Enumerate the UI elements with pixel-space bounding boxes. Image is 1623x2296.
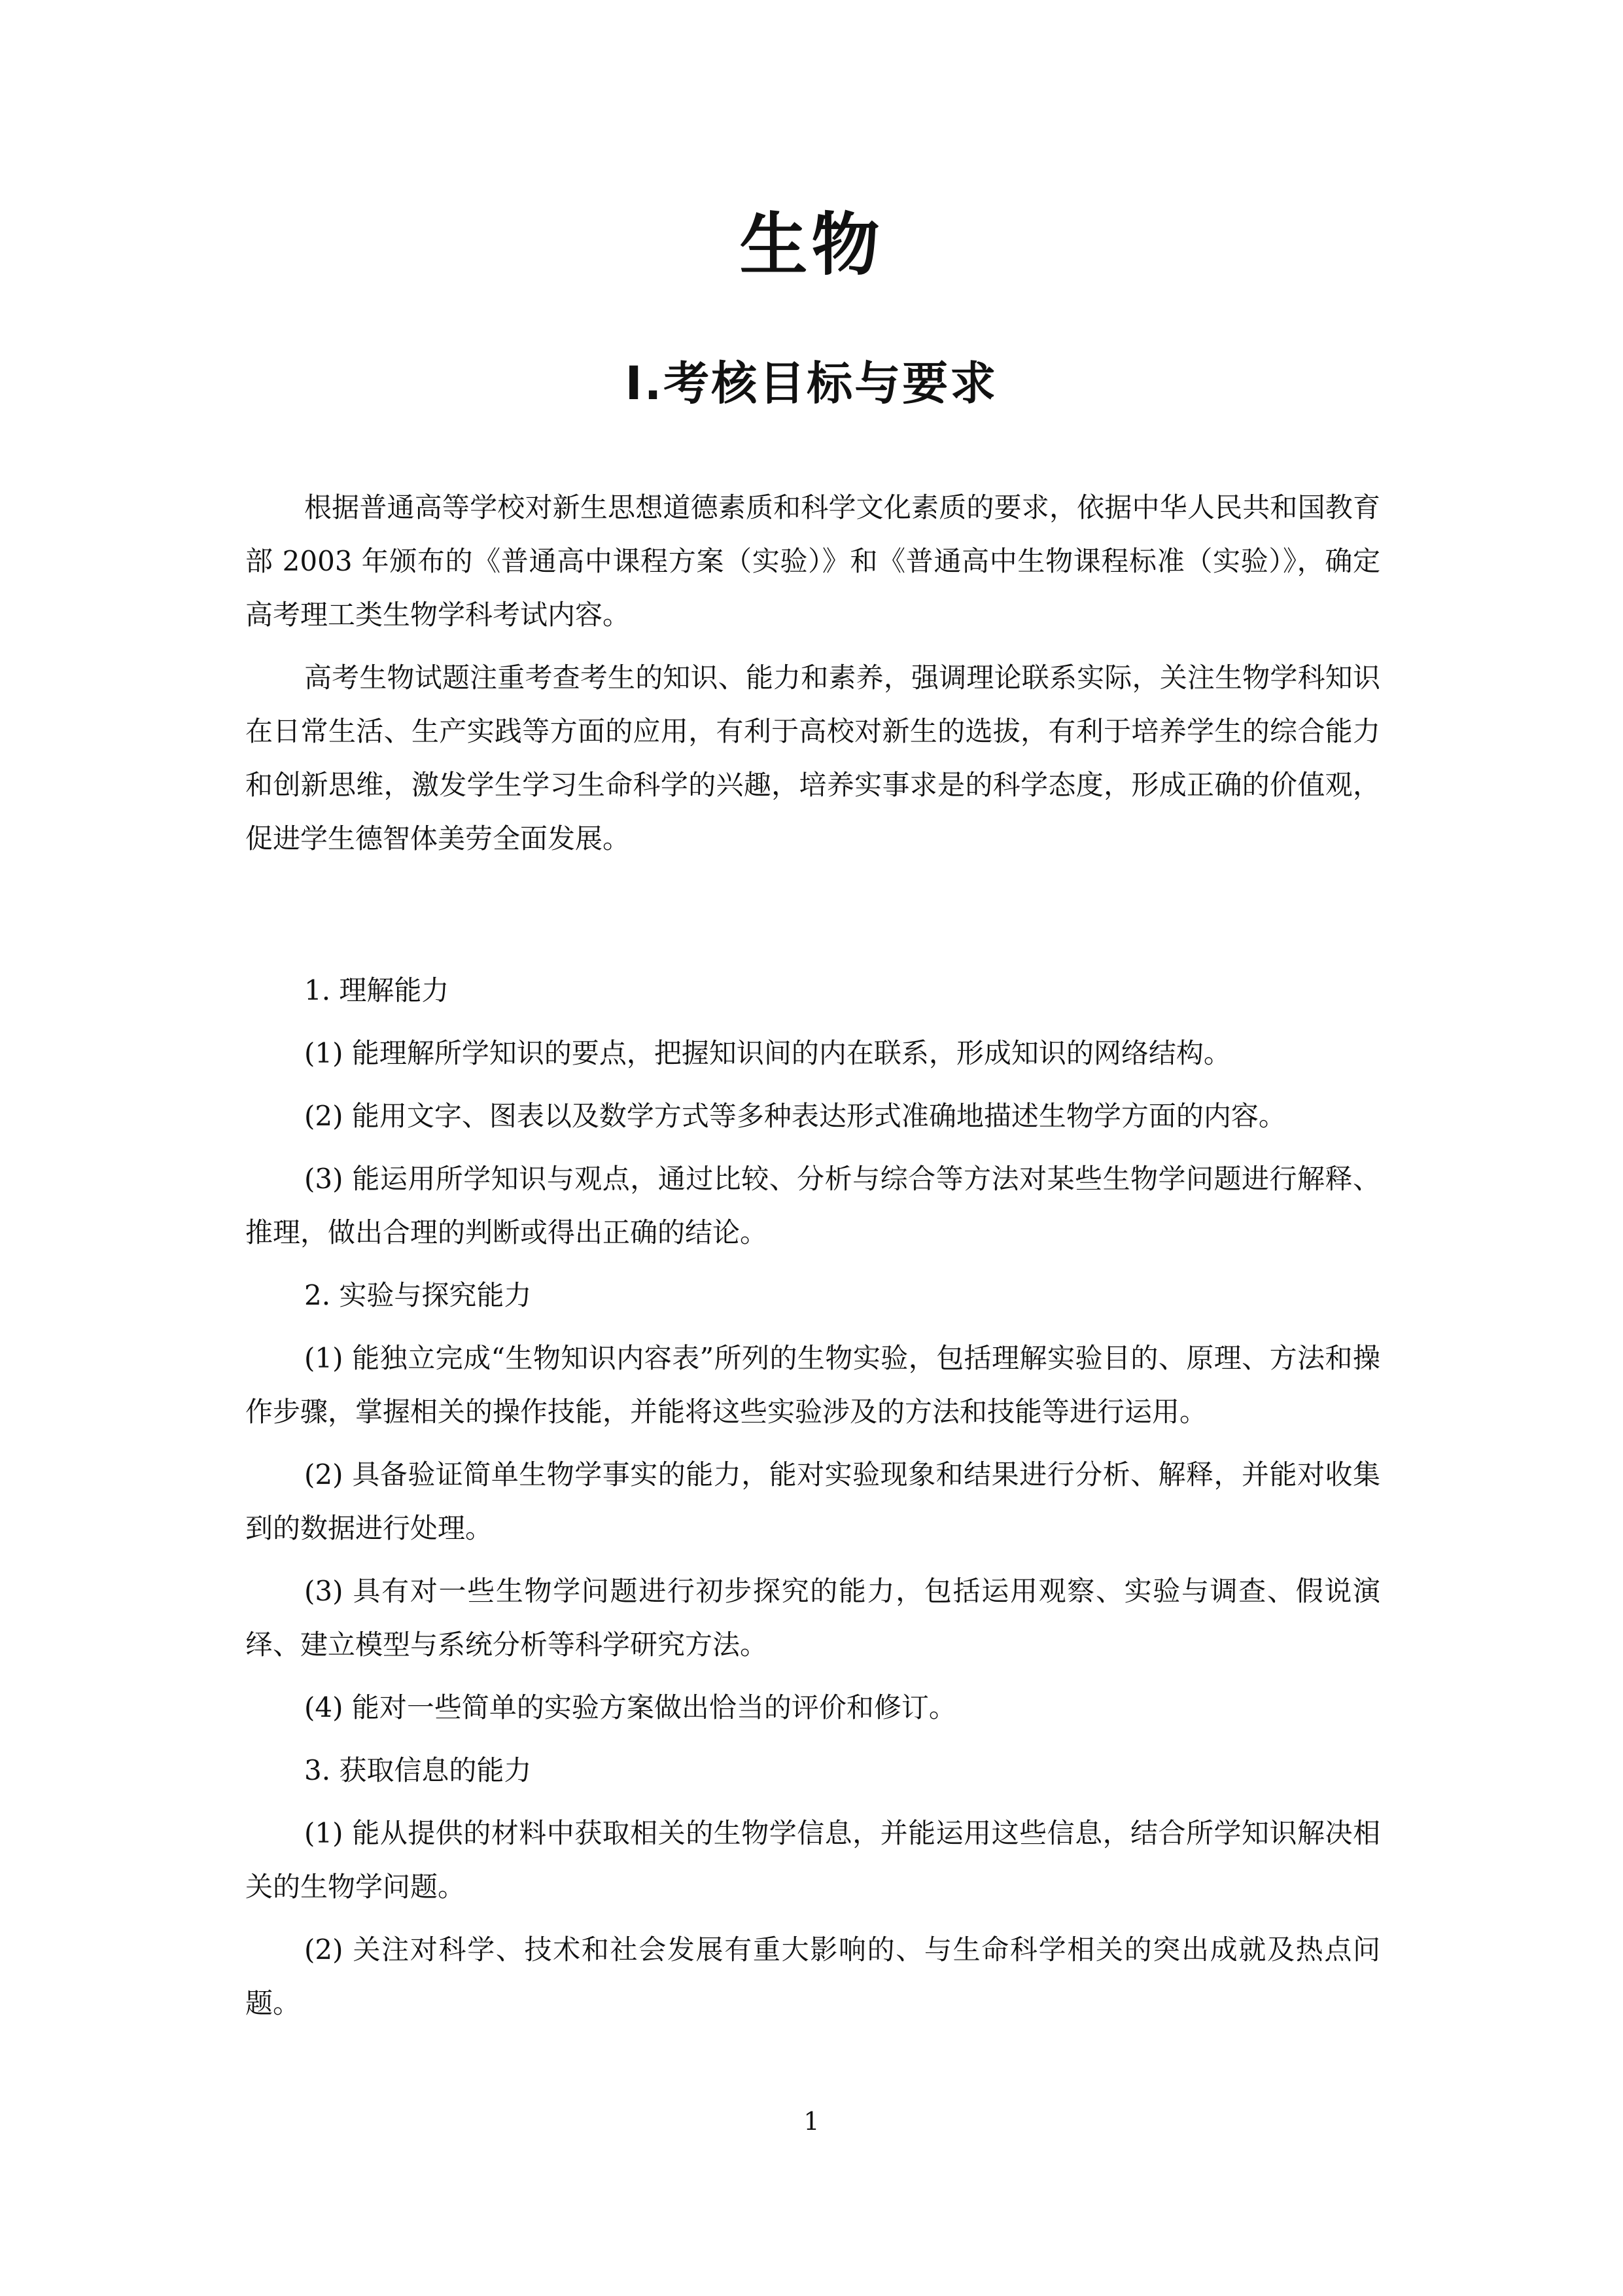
ability-item: (2) 能用文字、图表以及数学方式等多种表达形式准确地描述生物学方面的内容。: [304, 1100, 1286, 1132]
page-number: 1: [803, 2107, 820, 2136]
ability-item: (2) 具备验证简单生物学事实的能力，能对实验现象和结果进行分析、解释，并能对收集到的数据进行处理。: [245, 1458, 1380, 1544]
ability-heading-understanding: 1. 理解能力: [304, 974, 449, 1006]
intro-paragraph-2: 高考生物试题注重考查考生的知识、能力和素养，强调理论联系实际，关注生物学科知识在日常生活、生产实践等方面的应用，有利于高校对新生的选拔，有利于培养学生的综合能力和创新思维，激发学生学习生命科学的兴趣，培养实事求是的科学态度，形成正确的价值观，促进学生德智体美劳全面发展。: [245, 662, 1380, 855]
ability-item: (3) 能运用所学知识与观点，通过比较、分析与综合等方法对某些生物学问题进行解释、推理，做出合理的判断或得出正确的结论。: [245, 1163, 1380, 1248]
ability-item: (1) 能独立完成“生物知识内容表”所列的生物实验，包括理解实验目的、原理、方法和操作步骤，掌握相关的操作技能，并能将这些实验涉及的方法和技能等进行运用。: [245, 1342, 1380, 1428]
ability-item: (1) 能理解所学知识的要点，把握知识间的内在联系，形成知识的网络结构。: [304, 1037, 1231, 1069]
ability-heading-information: 3. 获取信息的能力: [304, 1754, 532, 1786]
ability-heading-experiment: 2. 实验与探究能力: [304, 1279, 532, 1311]
section-title: Ⅰ.考核目标与要求: [625, 357, 998, 410]
document-body: [245, 481, 1380, 2040]
ability-item: (1) 能从提供的材料中获取相关的生物学信息，并能运用这些信息，结合所学知识解决相关的生物学问题。: [245, 1817, 1380, 1903]
document-title: 生物: [739, 204, 884, 285]
ability-item: (2) 关注对科学、技术和社会发展有重大影响的、与生命科学相关的突出成就及热点问题。: [245, 1934, 1380, 2019]
ability-item: (3) 具有对一些生物学问题进行初步探究的能力，包括运用观察、实验与调查、假说演绎、建立模型与系统分析等科学研究方法。: [245, 1575, 1380, 1661]
intro-paragraph-1: 根据普通高等学校对新生思想道德素质和科学文化素质的要求，依据中华人民共和国教育部 2003 年颁布的《普通高中课程方案（实验）》和《普通高中生物课程标准（实验）》，确定高考理工类生物学科考试内容。: [245, 491, 1380, 631]
abilities-list: [245, 964, 1380, 2030]
ability-item: (4) 能对一些简单的实验方案做出恰当的评价和修订。: [304, 1691, 956, 1723]
